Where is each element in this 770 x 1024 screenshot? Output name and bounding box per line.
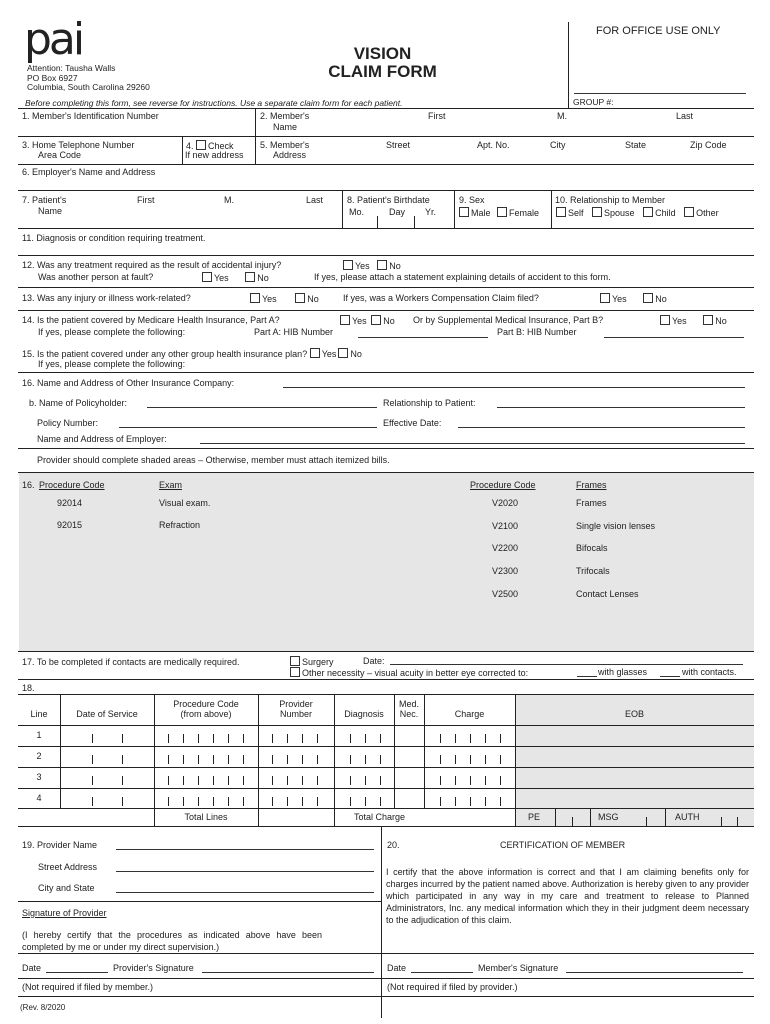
medicare-options[interactable]	[340, 315, 395, 327]
provider-note-label: (Not required if filed by member.)	[22, 982, 154, 992]
digit-separator	[317, 755, 318, 764]
certification-text: I certify that the above information is correct and that I am claiming benefits only for charges incurred by the patient named above. Authorization is hereby given to any provider which participated in any way in my care and treatment to release to Planned Administrators, Inc. any medical information which they in their judgment deem necessary to the adjudication of this claim.	[386, 867, 749, 925]
digit-separator	[470, 797, 471, 806]
digit-separator	[440, 755, 441, 764]
digit-separator	[287, 755, 288, 764]
no-label: No	[350, 349, 362, 359]
checkbox[interactable]	[196, 140, 206, 150]
digit-separator	[302, 734, 303, 743]
certification-title: CERTIFICATION OF MEMBER	[500, 840, 626, 850]
area-code-label: Area Code	[38, 150, 82, 160]
no-label: No	[655, 294, 667, 304]
digit-separator	[455, 797, 456, 806]
yes-checkbox[interactable]	[310, 348, 320, 358]
digit-separator	[213, 776, 214, 785]
policy-number-label: Policy Number:	[37, 418, 99, 428]
member-name-label: 2. Member's	[260, 111, 310, 121]
other-plan-followup: If yes, please complete the following:	[38, 359, 186, 369]
other-plan-text: 15. Is the patient covered under any other group health insurance plan?	[22, 349, 308, 359]
fault-question: Was another person at fault?	[38, 272, 154, 282]
table-num: 18.	[22, 683, 35, 693]
digit-separator	[302, 776, 303, 785]
surgery-date-label: Date:	[363, 656, 385, 666]
digit-separator	[485, 734, 486, 743]
frames-header: Frames	[576, 480, 607, 490]
no-label: No	[389, 261, 401, 271]
accident-options[interactable]	[343, 260, 401, 272]
digit-separator	[228, 776, 229, 785]
yes-label: Yes	[612, 294, 627, 304]
last-label: Last	[676, 111, 694, 121]
spouse-checkbox[interactable]	[592, 207, 602, 217]
digit-separator	[213, 734, 214, 743]
digit-separator	[243, 734, 244, 743]
digit-separator	[455, 734, 456, 743]
no-label: No	[383, 316, 395, 326]
digit-separator	[92, 797, 93, 806]
no-checkbox[interactable]	[338, 348, 348, 358]
surgery-checkbox[interactable]	[290, 656, 300, 666]
procedure-code-col-header: Procedure Code	[173, 699, 239, 709]
no-label: No	[257, 273, 269, 283]
birthdate-label: 8. Patient's Birthdate	[347, 195, 430, 205]
digit-separator	[365, 755, 366, 764]
table-row: 3	[36, 772, 42, 782]
digit-separator	[168, 776, 169, 785]
digit-separator	[122, 734, 123, 743]
day-label: Day	[389, 207, 406, 217]
yes-label: Yes	[352, 316, 367, 326]
procedure-code: V2100	[492, 521, 519, 531]
table-row: 4	[36, 793, 42, 803]
digit-separator	[168, 755, 169, 764]
procedure-desc: Single vision lenses	[576, 521, 656, 531]
workers-comp-question: If yes, was a Workers Compensation Claim filed?	[343, 293, 539, 303]
eob-header: EOB	[624, 709, 644, 719]
digit-separator	[380, 734, 381, 743]
address-line: Attention: Tausha Walls	[27, 63, 116, 73]
male-checkbox[interactable]	[459, 207, 469, 217]
no-checkbox[interactable]	[643, 293, 653, 303]
sex-options[interactable]	[459, 207, 539, 219]
other-necessity-checkbox[interactable]	[290, 667, 300, 677]
digit-separator	[302, 755, 303, 764]
accident-note: If yes, please attach a statement explaining details of accident to this form.	[314, 272, 611, 282]
yes-checkbox[interactable]	[660, 315, 670, 325]
digit-separator	[122, 755, 123, 764]
supplemental-question: Or by Supplemental Medical Insurance, Part B?	[413, 315, 604, 325]
digit-separator	[350, 734, 351, 743]
yes-checkbox[interactable]	[600, 293, 610, 303]
procedure-code: V2020	[492, 498, 519, 508]
provider-city-label: City and State	[38, 883, 95, 893]
no-checkbox[interactable]	[377, 260, 387, 270]
digit-separator	[302, 797, 303, 806]
no-checkbox[interactable]	[245, 272, 255, 282]
digit-separator	[272, 797, 273, 806]
charge-header: Charge	[454, 709, 485, 719]
other-necessity-option[interactable]	[290, 667, 528, 679]
procedure-desc: Refraction	[159, 520, 201, 530]
employer-name-label: Name and Address of Employer:	[37, 434, 167, 444]
other-label: Other	[696, 208, 719, 218]
part-a-hib-label: Part A: HIB Number	[254, 327, 334, 337]
surgery-label: Surgery	[302, 657, 334, 667]
digit-separator	[287, 776, 288, 785]
sex-label: 9. Sex	[459, 195, 485, 205]
patient-first-label: First	[137, 195, 155, 205]
digit-separator	[198, 797, 199, 806]
digit-separator	[350, 776, 351, 785]
procedure-code: V2300	[492, 566, 519, 576]
digit-separator	[198, 776, 199, 785]
office-use-label: FOR OFFICE USE ONLY	[596, 25, 721, 37]
digit-separator	[365, 797, 366, 806]
digit-separator	[455, 776, 456, 785]
digit-separator	[440, 734, 441, 743]
relationship-to-patient-label: Relationship to Patient:	[383, 398, 476, 408]
digit-separator	[365, 734, 366, 743]
month-label: Mo.	[349, 207, 365, 217]
provider-name-label: 19. Provider Name	[22, 840, 98, 850]
total-charge-label: Total Charge	[353, 812, 406, 822]
form-title-line2: CLAIM FORM	[328, 62, 437, 81]
procedure-desc: Contact Lenses	[576, 589, 639, 599]
procedure-code: V2200	[492, 543, 519, 553]
digit-separator	[272, 755, 273, 764]
fault-options[interactable]	[202, 272, 269, 284]
patient-name-label2: Name	[38, 206, 63, 216]
procedure-desc: Bifocals	[576, 543, 608, 553]
year-label: Yr.	[425, 207, 437, 217]
digit-separator	[485, 755, 486, 764]
state-label: State	[625, 140, 647, 150]
digit-separator	[228, 797, 229, 806]
procedure-code-col-sub: (from above)	[180, 709, 232, 719]
relationship-label: 10. Relationship to Member	[555, 195, 666, 205]
digit-separator	[317, 776, 318, 785]
date-of-service-header: Date of Service	[76, 709, 138, 719]
diagnosis-header: Diagnosis	[344, 709, 384, 719]
digit-separator	[272, 776, 273, 785]
procedure-desc: Frames	[576, 498, 607, 508]
provider-street-label: Street Address	[38, 862, 98, 872]
work-related-question: 13. Was any injury or illness work-related?	[22, 293, 191, 303]
patient-name-label: 7. Patient's	[22, 195, 67, 205]
digit-separator	[228, 734, 229, 743]
procedure-code-header-2: Procedure Code	[470, 480, 536, 490]
digit-separator	[500, 776, 501, 785]
medicare-followup: If yes, please complete the following:	[38, 327, 186, 337]
digit-separator	[183, 776, 184, 785]
procedure-code: V2500	[492, 589, 519, 599]
digit-separator	[317, 734, 318, 743]
digit-separator	[350, 755, 351, 764]
digit-separator	[455, 755, 456, 764]
no-label: No	[715, 316, 727, 326]
new-address-label: If new address	[185, 150, 244, 160]
employer-label: 6. Employer's Name and Address	[22, 167, 156, 177]
other-necessity-label: Other necessity – visual acuity in better eye corrected to:	[302, 668, 529, 678]
yes-label: Yes	[262, 294, 277, 304]
first-label: First	[428, 111, 446, 121]
provider-certification: (I hereby certify that the procedures as indicated above have been completed by me or under my direct supervision.)	[22, 930, 322, 952]
digit-separator	[92, 776, 93, 785]
digit-separator	[287, 797, 288, 806]
provider-number-header: Provider	[279, 699, 313, 709]
yes-label: Yes	[214, 273, 229, 283]
digit-separator	[470, 755, 471, 764]
digit-separator	[92, 734, 93, 743]
member-date-label: Date	[387, 963, 407, 973]
digit-separator	[183, 755, 184, 764]
other-checkbox[interactable]	[684, 207, 694, 217]
yes-label: Yes	[355, 261, 370, 271]
apt-label: Apt. No.	[477, 140, 510, 150]
digit-separator	[500, 734, 501, 743]
digit-separator	[198, 734, 199, 743]
provider-number-sub: Number	[279, 709, 312, 719]
digit-separator	[485, 797, 486, 806]
member-address-label2: Address	[273, 150, 307, 160]
member-address-label: 5. Member's	[260, 140, 310, 150]
street-label: Street	[386, 140, 411, 150]
female-checkbox[interactable]	[497, 207, 507, 217]
child-label: Child	[655, 208, 676, 218]
self-checkbox[interactable]	[556, 207, 566, 217]
contacts-medically-required-label: 17. To be completed if contacts are medically required.	[22, 657, 240, 667]
diagnosis-label: 11. Diagnosis or condition requiring treatment.	[22, 233, 206, 243]
procedure-desc: Trifocals	[576, 566, 610, 576]
other-insurance-label: 16. Name and Address of Other Insurance Company:	[22, 378, 235, 388]
msg-label: MSG	[598, 812, 619, 822]
digit-separator	[380, 755, 381, 764]
digit-separator	[380, 797, 381, 806]
address-line: PO Box 6927	[27, 72, 78, 83]
workers-comp-options[interactable]	[600, 293, 667, 305]
with-glasses-label: with glasses	[598, 667, 648, 677]
auth-label: AUTH	[675, 812, 700, 822]
digit-separator	[168, 797, 169, 806]
procedure-code: 92014	[57, 498, 83, 508]
provider-signature-label: Provider's Signature	[113, 963, 194, 973]
mailing-address	[27, 64, 150, 93]
procedures-num: 16.	[22, 480, 35, 490]
exam-header: Exam	[159, 480, 183, 490]
member-signature-label: Member's Signature	[478, 963, 559, 973]
medicare-question: 14. Is the patient covered by Medicare Health Insurance, Part A?	[22, 315, 280, 325]
self-label: Self	[568, 208, 584, 218]
digit-separator	[213, 755, 214, 764]
check-label: Check	[208, 141, 234, 151]
part-b-hib-label: Part B: HIB Number	[497, 327, 577, 337]
no-checkbox[interactable]	[295, 293, 305, 303]
line-header: Line	[30, 709, 48, 719]
digit-separator	[287, 734, 288, 743]
relationship-options[interactable]	[556, 207, 719, 219]
pe-label: PE	[528, 812, 541, 822]
table-row: 1	[36, 730, 42, 740]
child-checkbox[interactable]	[643, 207, 653, 217]
middle-label: M.	[557, 111, 567, 121]
supplemental-options[interactable]	[660, 315, 727, 327]
no-label: No	[307, 294, 319, 304]
group-number-label: GROUP #:	[573, 97, 614, 107]
digit-separator	[213, 797, 214, 806]
digit-separator	[272, 734, 273, 743]
digit-separator	[485, 776, 486, 785]
digit-separator	[380, 776, 381, 785]
digit-separator	[365, 776, 366, 785]
accident-question: 12. Was any treatment required as the result of accidental injury?	[22, 260, 282, 270]
digit-separator	[243, 755, 244, 764]
pai-logo: pai	[24, 14, 83, 65]
patient-last-label: Last	[306, 195, 324, 205]
digit-separator	[317, 797, 318, 806]
home-phone-label: 3. Home Telephone Number	[22, 140, 135, 150]
yes-label: Yes	[321, 349, 337, 359]
provider-date-label: Date	[22, 963, 42, 973]
form-title-line1: VISION	[353, 44, 412, 63]
no-checkbox[interactable]	[703, 315, 713, 325]
instructions-note: Before completing this form, see reverse for instructions. Use a separate claim form for each patient.	[25, 98, 403, 108]
zip-label: Zip Code	[690, 140, 727, 150]
no-checkbox[interactable]	[371, 315, 381, 325]
procedure-code: 92015	[57, 520, 83, 530]
digit-separator	[168, 734, 169, 743]
provider-note: Provider should complete shaded areas – Otherwise, member must attach itemized bills.	[37, 455, 390, 465]
yes-checkbox[interactable]	[340, 315, 350, 325]
digit-separator	[440, 776, 441, 785]
digit-separator	[500, 755, 501, 764]
revision-date: (Rev. 8/2020	[20, 1003, 66, 1012]
digit-separator	[500, 797, 501, 806]
yes-checkbox[interactable]	[250, 293, 260, 303]
certification-num: 20.	[387, 840, 400, 850]
digit-separator	[228, 755, 229, 764]
check-num: 4.	[186, 141, 194, 151]
digit-separator	[122, 797, 123, 806]
digit-separator	[243, 797, 244, 806]
procedure-desc: Visual exam.	[159, 498, 211, 508]
digit-separator	[440, 797, 441, 806]
digit-separator	[243, 776, 244, 785]
address-line: Columbia, South Carolina 29260	[27, 82, 150, 92]
work-related-options[interactable]	[250, 293, 319, 305]
female-label: Female	[509, 208, 540, 218]
digit-separator	[470, 776, 471, 785]
member-id-label: 1. Member's Identification Number	[22, 111, 159, 121]
yes-label: Yes	[672, 316, 687, 326]
digit-separator	[183, 797, 184, 806]
policyholder-label: b. Name of Policyholder:	[29, 398, 128, 408]
member-note-label: (Not required if filed by provider.)	[387, 982, 518, 992]
total-lines-label: Total Lines	[184, 812, 228, 822]
digit-separator	[92, 755, 93, 764]
table-row: 2	[36, 751, 42, 761]
yes-checkbox[interactable]	[202, 272, 212, 282]
patient-middle-label: M.	[224, 195, 234, 205]
med-nec-sub: Nec.	[399, 709, 419, 719]
member-name-label2: Name	[273, 122, 298, 132]
digit-separator	[470, 734, 471, 743]
male-label: Male	[471, 208, 491, 218]
digit-separator	[183, 734, 184, 743]
yes-checkbox[interactable]	[343, 260, 353, 270]
med-nec-header: Med.	[398, 699, 419, 709]
effective-date-label: Effective Date:	[383, 418, 442, 428]
digit-separator	[198, 755, 199, 764]
provider-signature-title: Signature of Provider	[22, 908, 107, 918]
procedure-code-header: Procedure Code	[39, 480, 105, 490]
with-contacts-label: with contacts.	[682, 667, 737, 677]
city-label: City	[550, 140, 566, 150]
spouse-label: Spouse	[604, 208, 635, 218]
digit-separator	[122, 776, 123, 785]
digit-separator	[350, 797, 351, 806]
